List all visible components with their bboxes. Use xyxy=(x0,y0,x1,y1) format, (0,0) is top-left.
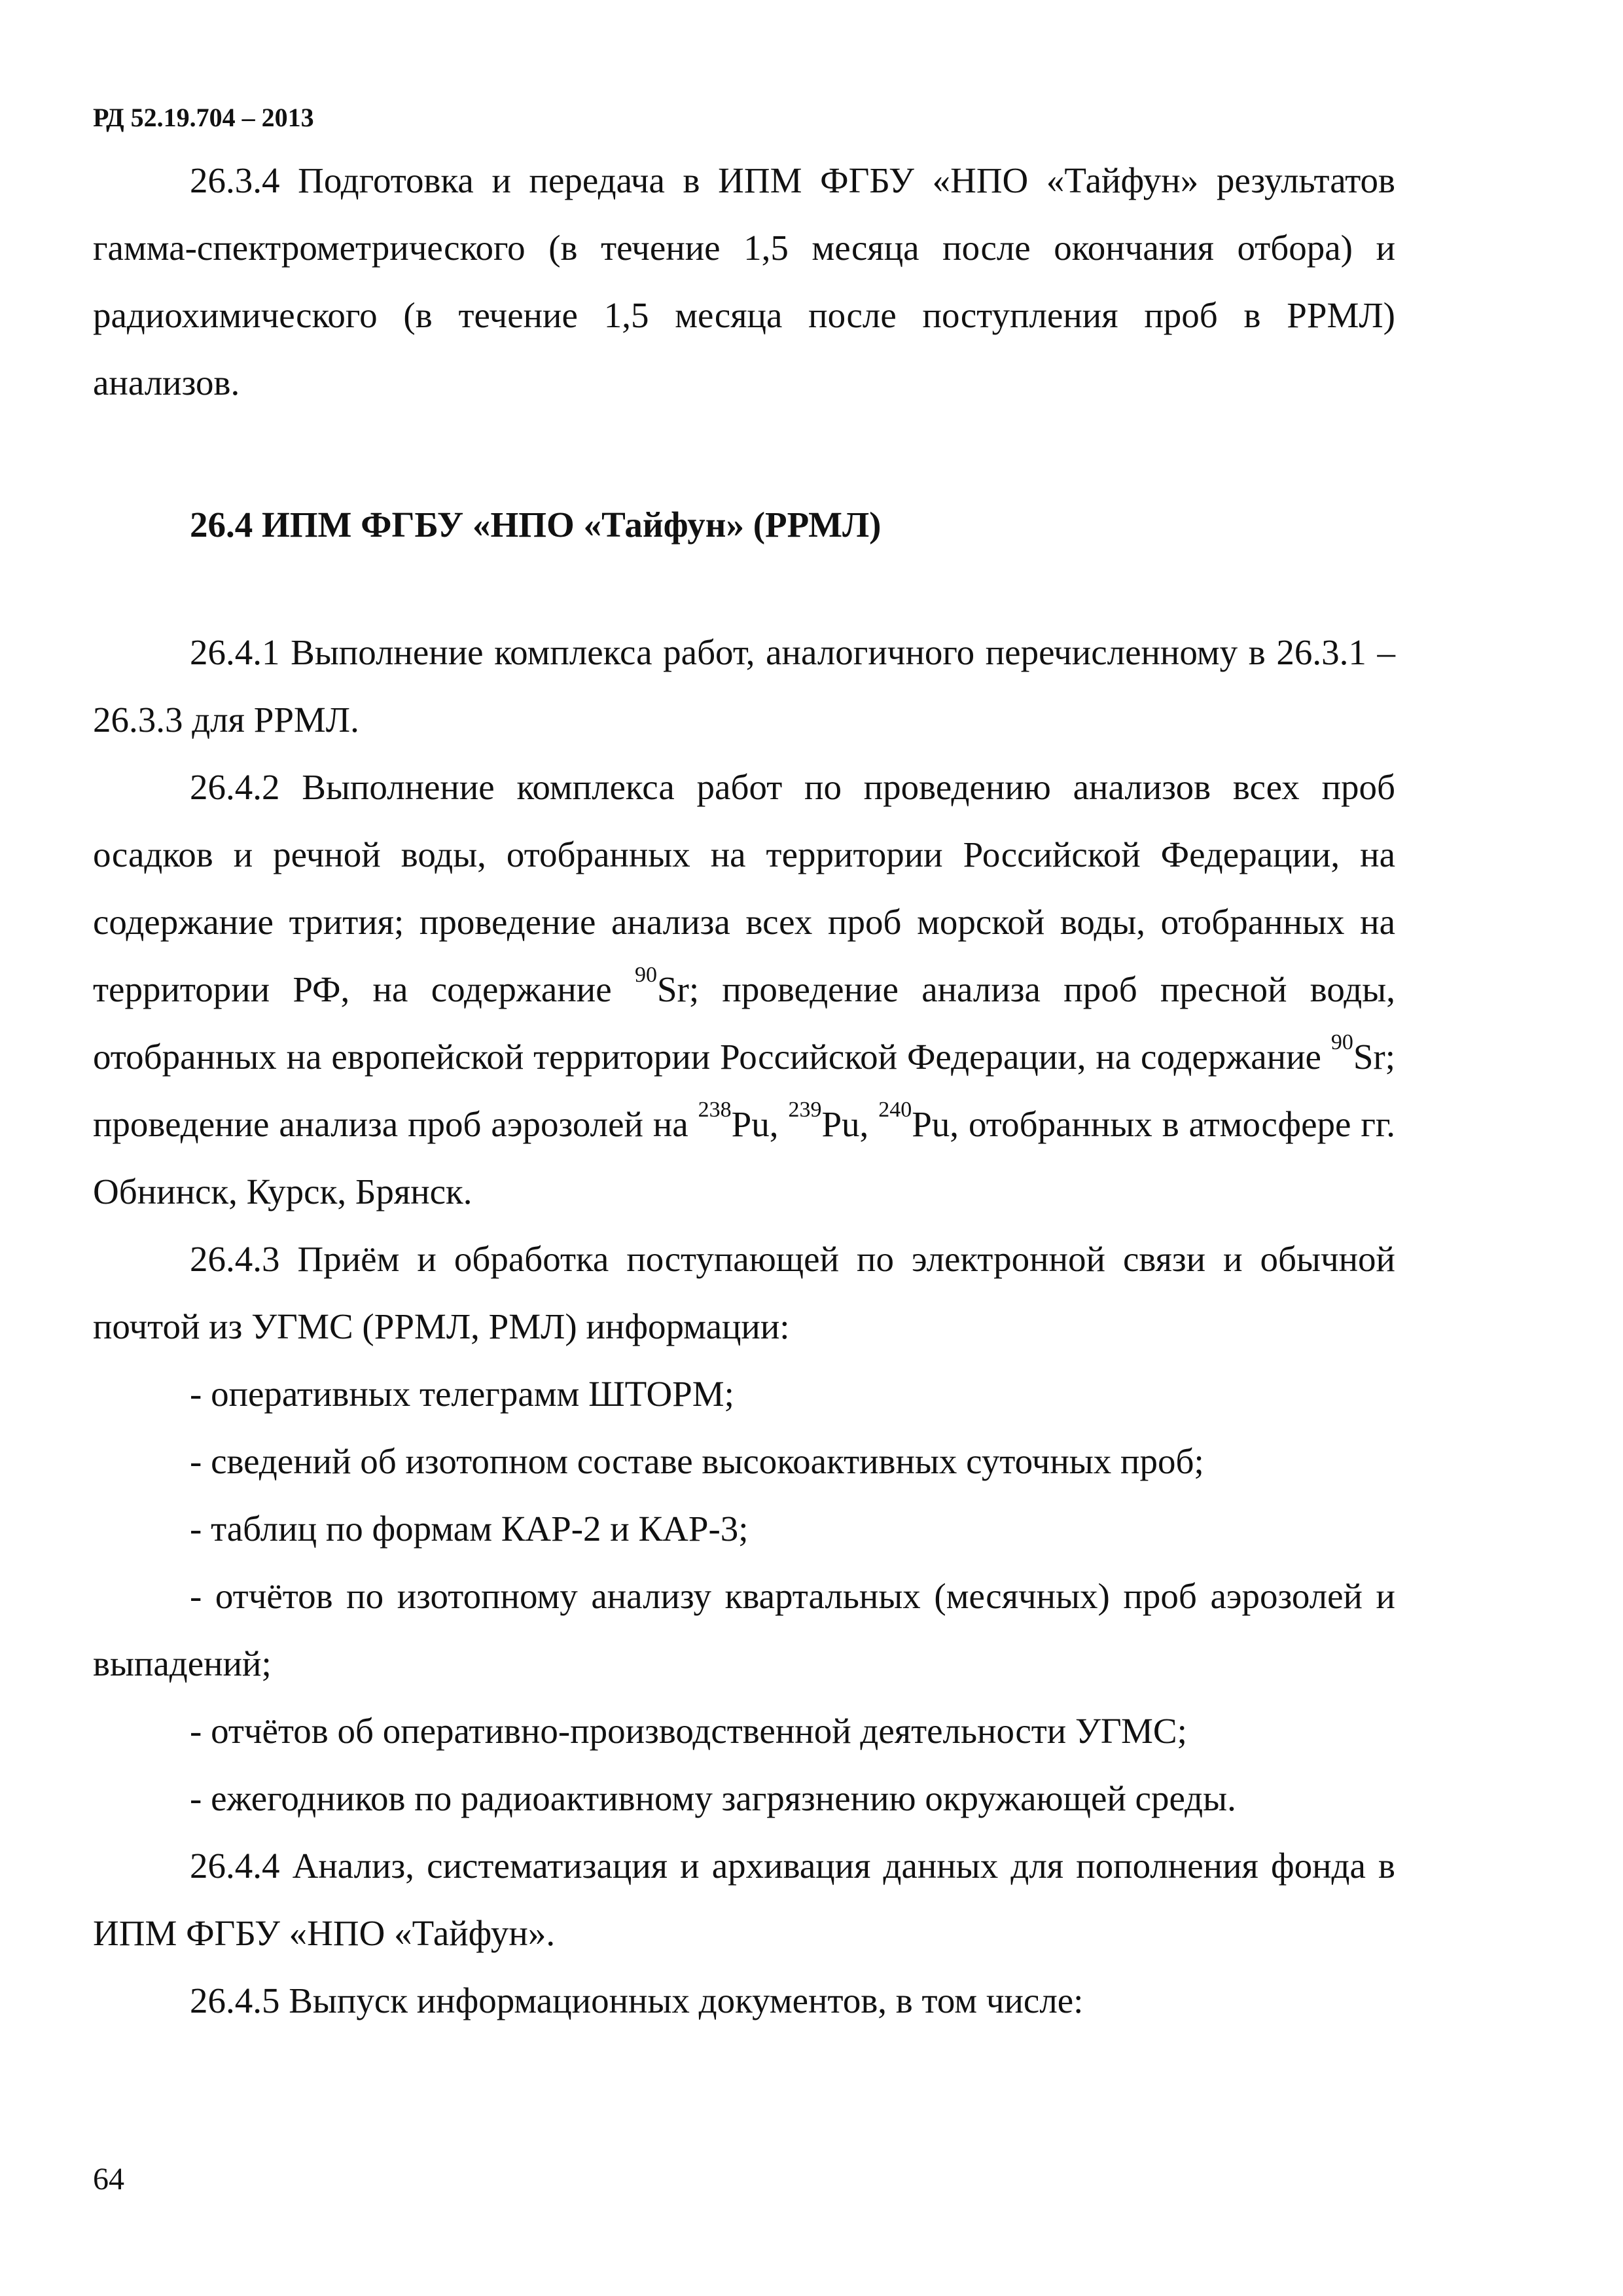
paragraph-26-4-3: 26.4.3 Приём и обработка поступающей по электронной связи и обычной почтой из УГМС (РРМЛ, РМЛ) информации: xyxy=(93,1239,1395,1346)
paragraph-26-4-2-text-3: Sr; проведение анализа проб аэрозолей на xyxy=(93,1037,1395,1144)
list-item: - отчётов по изотопному анализу квартальных (месячных) проб аэрозолей и выпадений; xyxy=(93,1576,1395,1683)
list-item: - таблиц по формам КАР-2 и КАР-3; xyxy=(190,1509,749,1549)
paragraph-26-4-2-text-2: Sr; проведение анализа проб пресной воды, отобранных на европейской территории Российской Федерации, на содержание xyxy=(93,969,1395,1077)
paragraph-26-4-2-text-4: Pu, xyxy=(731,1104,789,1144)
paragraph-26-4-1: 26.4.1 Выполнение комплекса работ, аналогичного перечисленному в 26.3.1 – 26.3.3 для РРМЛ. xyxy=(93,632,1395,740)
paragraph-26-4-5: 26.4.5 Выпуск информационных документов, в том числе: xyxy=(190,1981,1084,2020)
superscript-pu238: 238 xyxy=(698,1098,732,1122)
document-code-header: РД 52.19.704 – 2013 xyxy=(93,103,314,132)
list-item: - сведений об изотопном составе высокоактивных суточных проб; xyxy=(190,1441,1204,1481)
paragraph-26-4-2-text-1: 26.4.2 Выполнение комплекса работ по проведению анализов всех проб осадков и речной воды, отобранных на территории Российской Федерации, на содержание трития; проведение анализа всех проб морской воды, отобранных на территории РФ, на содержание xyxy=(93,767,1395,1009)
superscript-pu240: 240 xyxy=(878,1098,912,1122)
superscript-sr90-b: 90 xyxy=(1330,1030,1353,1054)
paragraph-26-4-2-text-5: Pu, xyxy=(821,1104,879,1144)
document-body xyxy=(93,147,1395,2034)
page-number: 64 xyxy=(93,2162,124,2197)
superscript-pu239: 239 xyxy=(788,1098,822,1122)
superscript-sr90-a: 90 xyxy=(634,963,657,987)
list-item: - отчётов об оперативно-производственной деятельности УГМС; xyxy=(190,1711,1187,1751)
list-item: - ежегодников по радиоактивному загрязнению окружающей среды. xyxy=(190,1778,1236,1818)
paragraph-26-4-2 xyxy=(93,753,1395,1225)
paragraph-26-4-4: 26.4.4 Анализ, систематизация и архивация данных для пополнения фонда в ИПМ ФГБУ «НПО «Тайфун». xyxy=(93,1846,1395,1953)
paragraph-26-3-4: 26.3.4 Подготовка и передача в ИПМ ФГБУ «НПО «Тайфун» результатов гамма-спектрометрического (в течение 1,5 месяца после окончания отбора) и радиохимического (в течение 1,5 месяца после поступления проб в РРМЛ) анализов. xyxy=(93,160,1395,403)
section-heading-26-4: 26.4 ИПМ ФГБУ «НПО «Тайфун» (РРМЛ) xyxy=(190,505,882,545)
paragraph-26-4-2-text-6: Pu, отобранных в атмосфере гг. Обнинск, Курск, Брянск. xyxy=(93,1104,1395,1211)
list-item: - оперативных телеграмм ШТОРМ; xyxy=(190,1374,734,1414)
